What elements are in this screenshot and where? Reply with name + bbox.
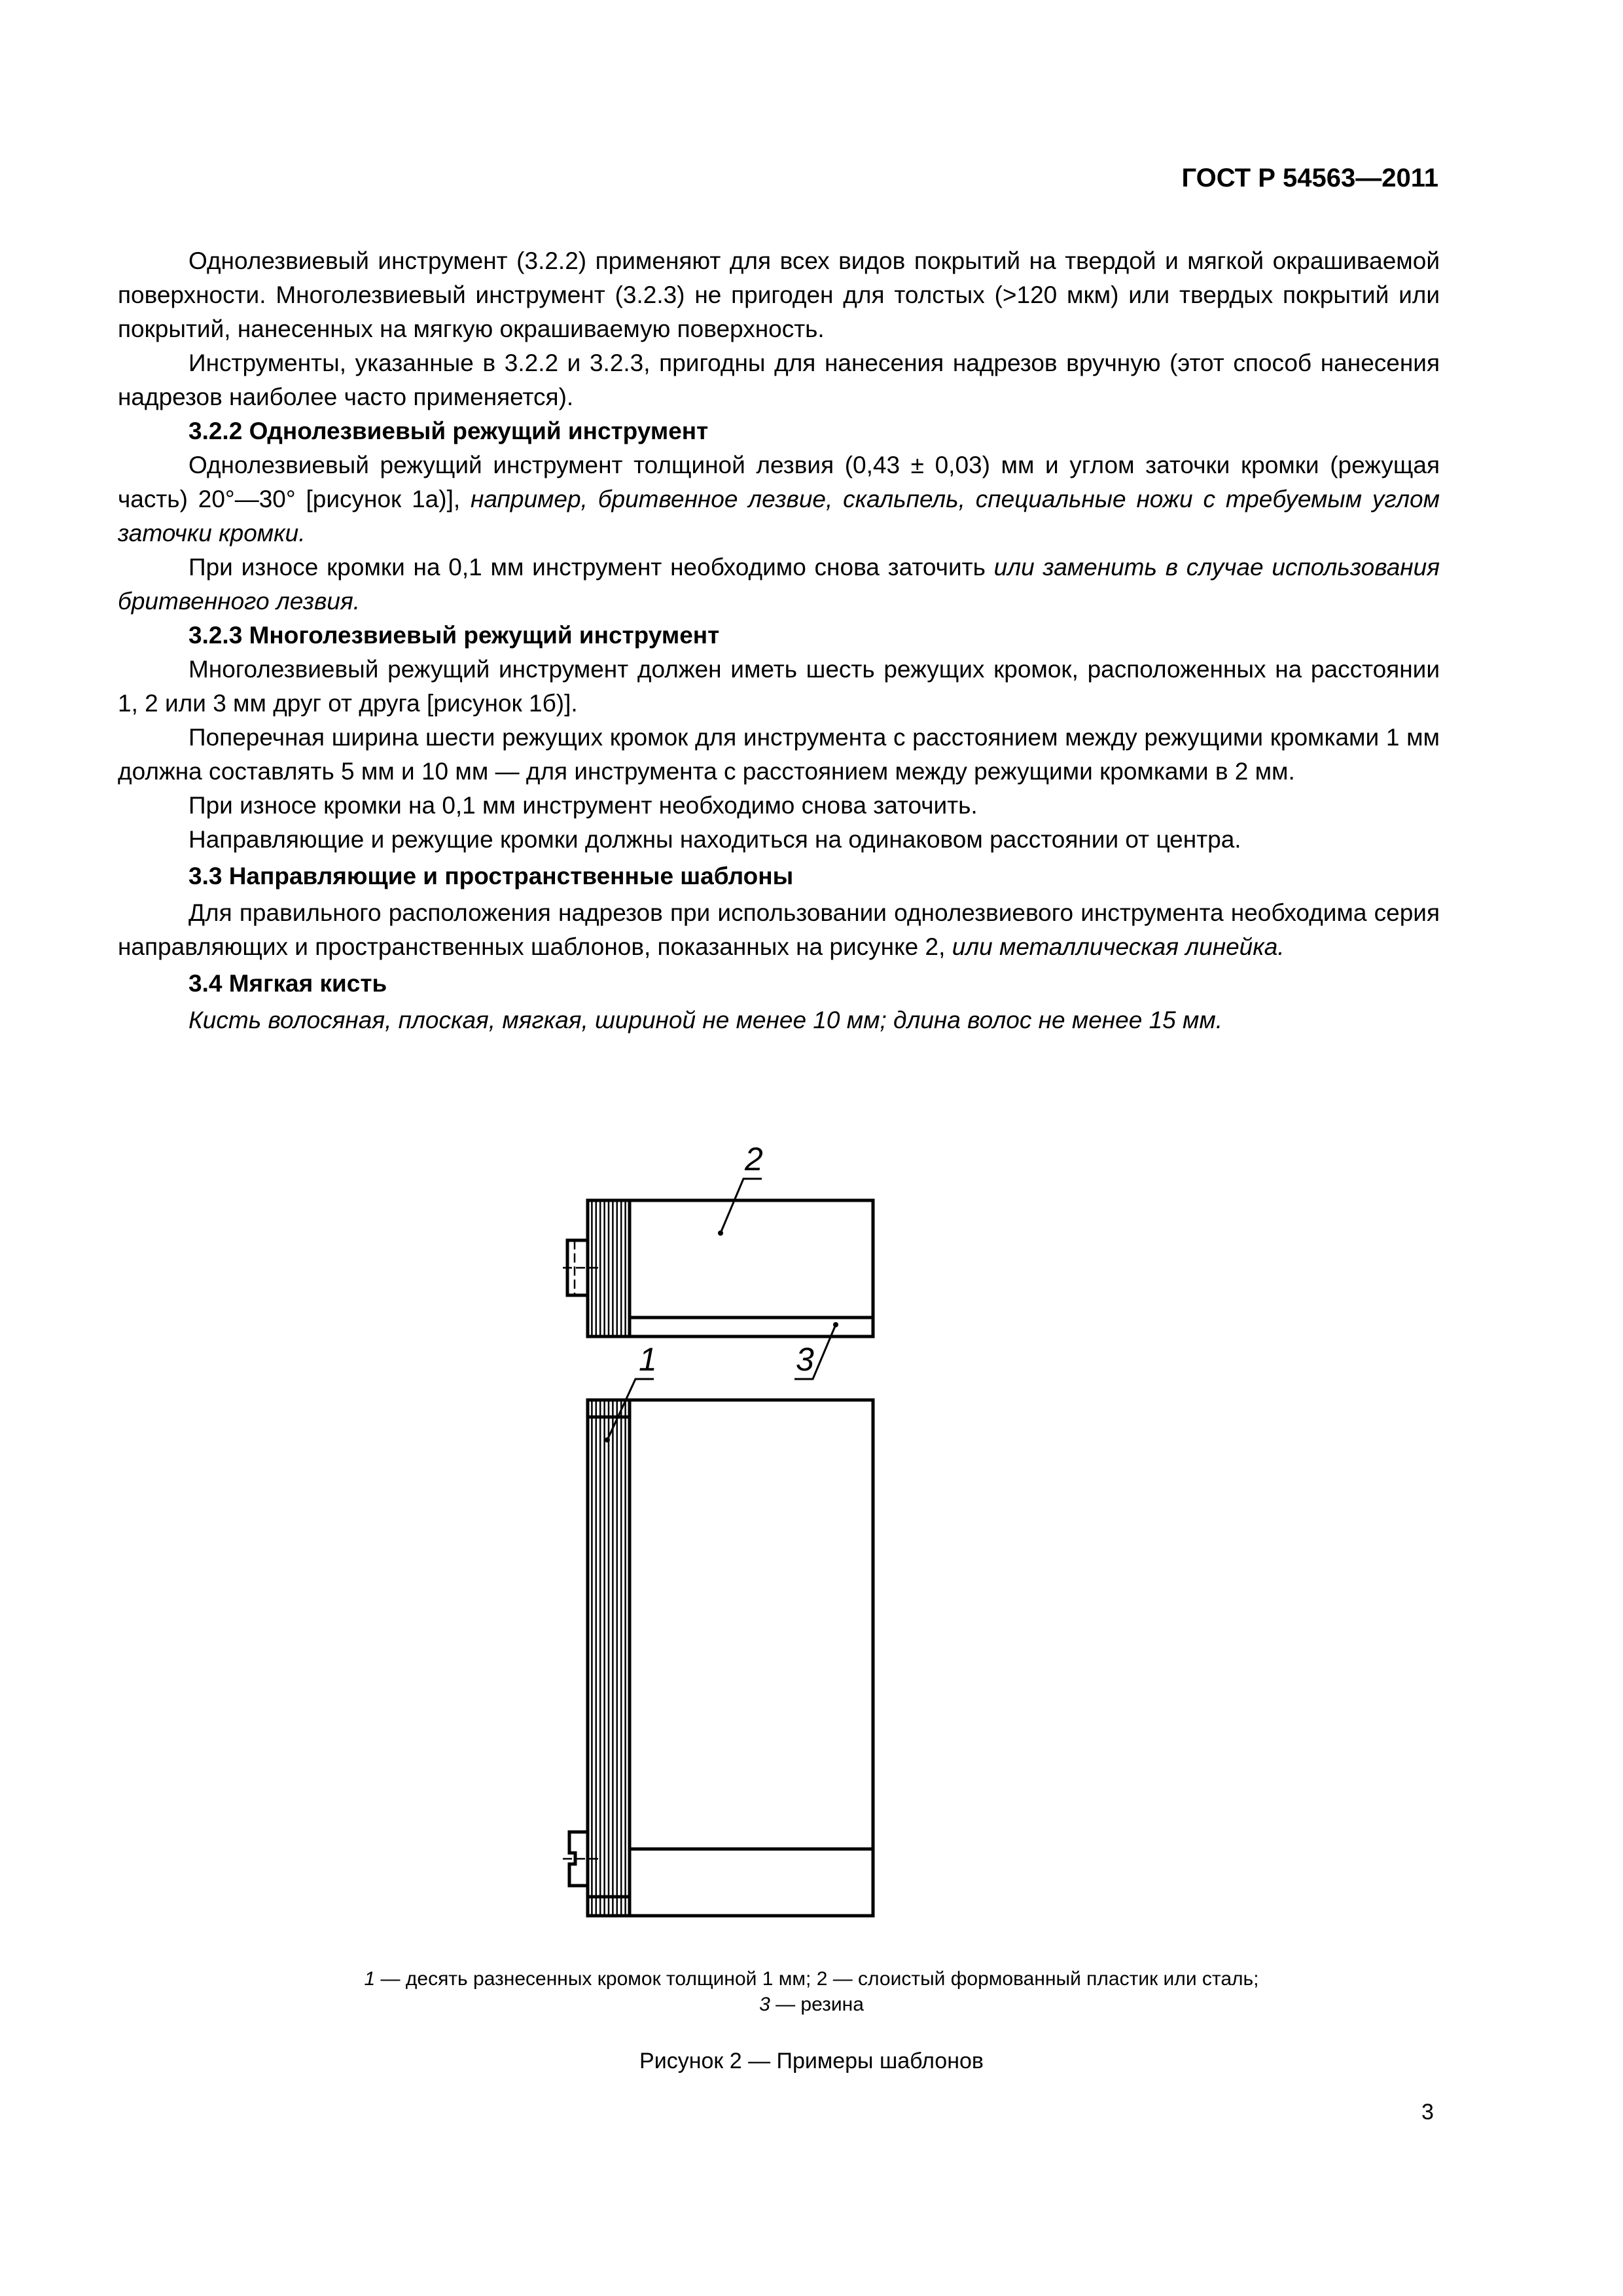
paragraph-text: При износе кромки на 0,1 мм инструмент необходимо снова заточить [188,554,994,581]
page-number: 3 [1421,2100,1434,2125]
callout-label-2: 2 [745,1141,763,1177]
figure-legend-line [0,1968,1623,1990]
paragraph-text: Поперечная ширина шести режущих кромок для инструмента с расстоянием между режущими кромками 1 мм должна составлять 5 мм и 10 мм — для инструмента с расстоянием между режущими кромками в 2 мм. [118,724,1440,785]
figure-legend-line [0,1994,1623,2016]
legend-number: 1 [364,1968,376,1990]
paragraph-text: Инструменты, указанные в 3.2.2 и 3.2.3, пригодны для нанесения надрезов вручную (этот способ нанесения надрезов наиболее часто применяется). [118,350,1440,410]
edge-hatch [592,1400,625,1916]
callout-label-3: 3 [796,1341,814,1378]
paragraph-text: Однолезвиевый инструмент (3.2.2) применяют для всех видов покрытий на твердой и мягкой окрашиваемой поверхности. Многолезвиевый инструмент (3.2.3) не пригоден для толстых (>120 мкм) или твердых покрытий или покрытий, нанесенных на мягкую окрашиваемую поверхность. [118,247,1440,342]
callout-label-1: 1 [639,1341,657,1378]
paragraph-italic: или металлическая линейка. [952,933,1285,960]
section-heading: 3.2.3 Многолезвиевый режущий инструмент [188,622,720,649]
paragraph-text: Для правильного расположения надрезов при использовании однолезвиевого инструмента необходима серия направляющих и пространственных шаблонов, показанных на рисунке 2, [118,899,1440,960]
legend-text: — десять разнесенных кромок толщиной 1 мм; 2 — слоистый формованный пластик или сталь; [375,1968,1259,1990]
section-heading: 3.3 Направляющие и пространственные шаблоны [188,863,794,889]
paragraph-italic: например, бритвенное лезвие, скальпель, специальные ножи с требуемым углом заточки кромки. [118,486,1440,547]
paragraph-italic: или заменить в случае использования бритвенного лезвия. [118,554,1440,615]
paragraph-text: Направляющие и режущие кромки должны находиться на одинаковом расстоянии от центра. [188,826,1241,853]
paragraph-text: При износе кромки на 0,1 мм инструмент необходимо снова заточить. [188,792,978,819]
paragraph-text: Многолезвиевый режущий инструмент должен иметь шесть режущих кромок, расположенных на расстоянии 1, 2 или 3 мм друг от друга [рисунок 1б)]. [118,656,1440,717]
section-heading: 3.2.2 Однолезвиевый режущий инструмент [188,418,709,444]
legend-text: — резина [770,1994,864,2015]
section-heading: 3.4 Мягкая кисть [188,970,387,997]
figure-caption: Рисунок 2 — Примеры шаблонов [639,2049,984,2073]
bottom-template [569,1400,873,1916]
paragraph-text: Однолезвиевый режущий инструмент толщиной лезвия (0,43 ± 0,03) мм и углом заточки кромки (режущая часть) 20°—30° [рисунок 1а)], [118,452,1440,512]
legend-number: 3 [759,1994,770,2015]
document-id: ГОСТ Р 54563—2011 [1181,164,1438,192]
paragraph-italic: Кисть волосяная, плоская, мягкая, шириной не менее 10 мм; длина волос не менее 15 мм. [188,1007,1223,1033]
